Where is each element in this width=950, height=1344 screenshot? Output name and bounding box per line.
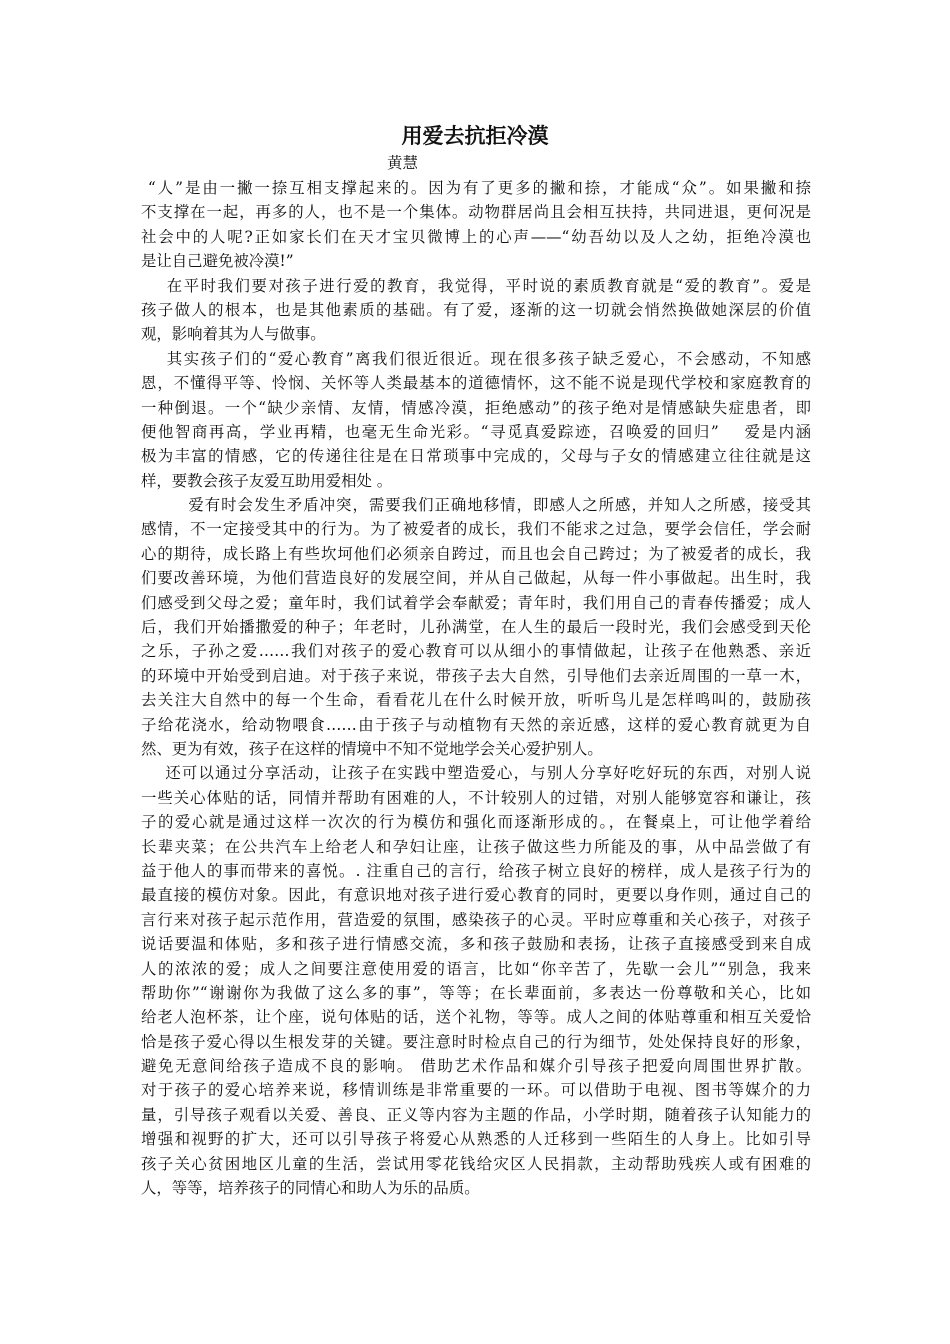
body-text-line: 便他智商再高，学业再精，也毫无生命光彩。“寻觅真爱踪迹，召唤爱的回归” 爱是内涵 — [141, 422, 811, 441]
body-text-line: 极为丰富的情感，它的传递往往是在日常琐事中完成的，父母与子女的情感建立往往就是这 — [141, 447, 811, 466]
body-text-line: 子给花浇水，给动物喂食……由于孩子与动植物有天然的亲近感，这样的爱心教育就更为自 — [141, 715, 811, 734]
body-text-line: 其实孩子们的“爱心教育”离我们很近很近。现在很多孩子缺乏爱心，不会感动，不知感 — [141, 349, 811, 368]
body-text-line: 量，引导孩子观看以关爱、善良、正义等内容为主题的作品，小学时期，随着孩子认知能力的 — [141, 1105, 811, 1124]
body-text-line: 之乐，子孙之爱……我们对孩子的爱心教育可以从细小的事情做起，让孩子在他熟悉、亲近 — [141, 642, 811, 661]
body-text-line: 恩，不懂得平等、怜悯、关怀等人类最基本的道德情怀，这不能不说是现代学校和家庭教育的 — [141, 374, 811, 393]
document-body — [141, 176, 811, 1200]
body-text-line: 孩子做人的根本，也是其他素质的基础。有了爱，逐渐的这一切就会悄然换做她深层的价值 — [141, 300, 811, 319]
body-text-line: 长辈夹菜；在公共汽车上给老人和孕妇让座，让孩子做这些力所能及的事，从中品尝做了有 — [141, 837, 811, 856]
body-text-line: 益于他人的事而带来的喜悦。. 注重自己的言行，给孩子树立良好的榜样，成人是孩子行为的 — [141, 861, 811, 880]
body-text-line: 最直接的模仿对象。因此，有意识地对孩子进行爱心教育的同时，更要以身作则，通过自己的 — [141, 886, 811, 905]
body-text-line: 是让自己避免被冷漠!” — [141, 252, 294, 271]
body-text-line: 说话要温和体贴，多和孩子进行情感交流，多和孩子鼓励和表扬，让孩子直接感受到来自成 — [141, 935, 811, 954]
body-text-line: 社会中的人呢?正如家长们在天才宝贝微博上的心声——“幼吾幼以及人之幼，拒绝冷漠也 — [141, 227, 811, 246]
body-text-line: 后，我们开始播撒爱的种子；年老时，儿孙满堂，在人生的最后一段时光，我们会感受到天伦 — [141, 618, 811, 637]
body-text-line: 然、更为有效，孩子在这样的情境中不知不觉地学会关心爱护别人。 — [141, 739, 603, 758]
body-text-line: 去关注大自然中的每一个生命，看看花儿在什么时候开放，听听鸟儿是怎样鸣叫的，鼓励孩 — [141, 691, 811, 710]
body-text-line: 心的期待，成长路上有些坎坷他们必须亲自跨过，而且也会自己跨过；为了被爱者的成长，我 — [141, 544, 811, 563]
document-author: 黄慧 — [387, 154, 419, 172]
body-text-line: 感情，不一定接受其中的行为。为了被爱者的成长，我们不能求之过急，要学会信任，学会耐 — [141, 520, 811, 539]
body-text-line: 给老人泡杯茶，让个座，说句体贴的话，送个礼物，等等。成人之间的体贴尊重和相互关爱恰 — [141, 1008, 811, 1027]
body-text-line: 在平时我们要对孩子进行爱的教育，我觉得，平时说的素质教育就是“爱的教育”。爱是 — [141, 276, 811, 295]
body-text-line: 恰是孩子爱心得以生根发芽的关键。要注意时时检点自己的行为细节，处处保持良好的形象， — [141, 1032, 811, 1051]
body-text-line: 人，等等，培养孩子的同情心和助人为乐的品质。 — [141, 1179, 480, 1198]
body-text-line: “人”是由一撇一捺互相支撑起来的。因为有了更多的撇和捺，才能成“众”。如果撇和捺 — [141, 179, 811, 197]
body-text-line: 避免无意间给孩子造成不良的影响。 借助艺术作品和媒介引导孩子把爱向周围世界扩散。 — [141, 1057, 811, 1076]
body-text-line: 们感受到父母之爱；童年时，我们试着学会奉献爱；青年时，我们用自己的青春传播爱；成人 — [141, 593, 811, 612]
document-title: 用爱去抗拒冷漠 — [401, 123, 549, 148]
body-text-line: 观，影响着其为人与做事。 — [141, 325, 326, 344]
body-text-line: 言行来对孩子起示范作用，营造爱的氛围，感染孩子的心灵。平时应尊重和关心孩子，对孩子 — [141, 910, 811, 929]
body-text-line: 一种倒退。一个“缺少亲情、友情，情感冷漠，拒绝感动”的孩子绝对是情感缺失症患者，即 — [141, 398, 811, 417]
body-text-line: 对于孩子的爱心培养来说，移情训练是非常重要的一环。可以借助于电视、图书等媒介的力 — [141, 1081, 811, 1100]
body-text-line: 不支撑在一起，再多的人，也不是一个集体。动物群居尚且会相互扶持，共同进退，更何况是 — [141, 203, 811, 222]
body-text-line: 还可以通过分享活动，让孩子在实践中塑造爱心，与别人分享好吃好玩的东西，对别人说 — [141, 764, 811, 783]
body-text-line: 爱有时会发生矛盾冲突，需要我们正确地移情，即感人之所感，并知人之所感，接受其 — [141, 496, 811, 515]
body-text-line: 的环境中开始受到启迪。对于孩子来说，带孩子去大自然，引导他们去亲近周围的一草一木， — [141, 666, 811, 685]
body-text-line: 样，要教会孩子友爱互助用爱相处 。 — [141, 471, 393, 490]
body-text-line: 孩子关心贫困地区儿童的生活，尝试用零花钱给灾区人民捐款，主动帮助残疾人或有困难的 — [141, 1154, 811, 1173]
body-text-line: 人的浓浓的爱；成人之间要注意使用爱的语言，比如“你辛苦了，先歇一会儿”“别急，我来 — [141, 959, 811, 978]
body-text-line: 子的爱心就是通过这样一次次的行为模仿和强化而逐渐形成的。，在餐桌上，可让他学着给 — [141, 813, 811, 832]
body-text-line: 一些关心体贴的话，同情并帮助有困难的人，不计较别人的过错，对别人能够宽容和谦让，孩 — [141, 788, 811, 807]
body-text-line: 们要改善环境，为他们营造良好的发展空间，并从自己做起，从每一件小事做起。出生时，我 — [141, 569, 811, 588]
body-text-line: 增强和视野的扩大，还可以引导孩子将爱心从熟悉的人迁移到一些陌生的人身上。比如引导 — [141, 1130, 811, 1149]
body-text-line: 帮助你”“谢谢你为我做了这么多的事”，等等；在长辈面前，多表达一份尊敬和关心，比如 — [141, 983, 811, 1002]
